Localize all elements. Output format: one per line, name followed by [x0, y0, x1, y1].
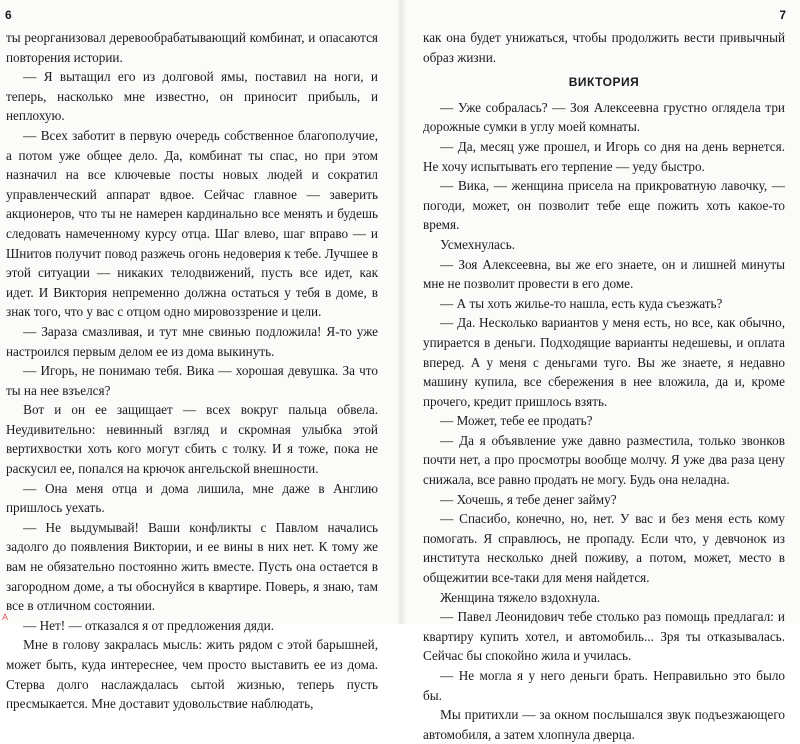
- paragraph: — Вика, — женщина присела на прикроватную лавочку, — погоди, может, он позволит тебе еще пожить хоть какое-то время.: [423, 178, 785, 233]
- paragraph: — Нет! — отказался я от предложения дяди.: [23, 617, 275, 633]
- paragraph: — Спасибо, конечно, но, нет. У вас и без меня есть кому помогать. Я справлюсь, не пропаду. Если что, у девчонок из института несколько дней поживу, а потом, может, место в общежитии все-таки для меня найдется.: [423, 511, 785, 586]
- paragraph: — Уже собралась? — Зоя Алексеевна грустно оглядела три дорожные сумки в углу моей комнаты.: [423, 99, 785, 135]
- paragraph: — Хочешь, я тебе денег займу?: [440, 491, 617, 507]
- paragraph: — Да я объявление уже давно разместила, только звонков почти нет, а про просмотры вообще молчу. Я уже два раза цену снижала, все равно продать не могу. Будь она неладна.: [423, 432, 785, 488]
- watermark: А: [2, 612, 9, 622]
- chapter-heading: ВИКТОРИЯ: [568, 75, 640, 90]
- right-page: [406, 0, 800, 742]
- paragraph: Мне в голову закралась мысль: жить рядом с этой барышней, может быть, куда интереснее, чем просто выставить ее из дома. Стерва долго наслаждалась сытой жизнью, теперь пусть пресмыкается. Мне доставит удовольствие наблюдать,: [6, 637, 378, 712]
- paragraph: — Не выдумывай! Ваши конфликты с Павлом начались задолго до появления Виктории, и ее вины в них нет. К тому же вам не обязательно постоянно жить вместе. Пусть она остается в загородном доме, а ты обоснуйся в квартире. Поверь, я знаю, там все в отличном состоянии.: [6, 519, 378, 614]
- paragraph: Мы притихли — за окном послышался звук подъезжающего автомобиля, а затем хлопнула дверца.: [423, 707, 785, 742]
- paragraph: Усмехнулась.: [440, 236, 516, 252]
- book-gutter: [398, 0, 406, 624]
- paragraph: — Она меня отца и дома лишила, мне даже в Англию пришлось уехать.: [6, 480, 378, 516]
- paragraph: ты реорганизовал деревообрабатывающий комбинат, и опасаются повторения истории.: [6, 30, 378, 65]
- paragraph: — Зараза смазливая, и тут мне свинью подложила! Я-то уже настроился первым делом ее из дома выкинуть.: [6, 323, 378, 359]
- paragraph: как она будет унижаться, чтобы продолжить вести привычный образ жизни.: [423, 30, 785, 65]
- left-page-text: [6, 28, 378, 714]
- paragraph: — Может, тебе ее продать?: [440, 413, 593, 429]
- paragraph: — Да, месяц уже прошел, и Игорь со дня на день вернется. Не хочу испытывать его терпение — уеду быстро.: [423, 138, 785, 174]
- paragraph: — А ты хоть жилье-то нашла, есть куда съезжать?: [440, 295, 723, 311]
- paragraph: — Игорь, не понимаю тебя. Вика — хорошая девушка. За что ты на нее взъелся?: [6, 363, 378, 398]
- right-page-text: [423, 28, 785, 744]
- page-number-left: 6: [5, 8, 12, 22]
- paragraph: — Я вытащил его из долговой ямы, поставил на ноги, и теперь, насколько мне известно, он приносит прибыль, и неплохую.: [6, 69, 378, 124]
- paragraph: Женщина тяжело вздохнула.: [440, 589, 601, 605]
- paragraph: — Да. Несколько вариантов у меня есть, но все, как обычно, упирается в деньги. Подходящие варианты недешевы, и оплата вперед. А у меня с деньгами туго. Вы же знаете, я недавно машину купила, все сбережения в нее вложила, да и, кроме прочего, кредит пришлось взять.: [423, 315, 785, 409]
- paragraph: Вот и он ее защищает — всех вокруг пальца обвела. Неудивительно: невинный взгляд и скромная улыбка этой вертихвостки хоть кого могут сбить с толку. И я тоже, пока не раскусил ее, попался на крючок ангельской внешности.: [6, 402, 378, 477]
- paragraph: — Зоя Алексеевна, вы же его знаете, он и лишней минуты мне не позволит провести в его доме.: [423, 256, 785, 292]
- paragraph: — Всех заботит в первую очередь собственное благополучие, а потом уже общее дело. Да, комбинат ты спас, но при этом назначил на все ключевые посты новых людей и сократил управленческий аппарат вдвое. Сейчас главное — заверить акционеров, что ты не намерен кардинально все менять и будешь следовать намеченному курсу отца. Шаг влево, шаг вправо — и Шнитов получит повод разжечь огонь недоверия к тебе. Лучшее в этой ситуации — никаких телодвижений, пусть все идет, как идет. И Виктория непременно должна остаться у тебя в доме, в знак того, что у вас с отцом одно мировоззрение и цели.: [6, 127, 378, 320]
- paragraph: — Не могла я у него деньги брать. Неправильно это было бы.: [423, 668, 785, 703]
- paragraph: — Павел Леонидович тебе столько раз помощь предлагал: и квартиру купить хотел, и автомобиль... Зря ты отказывалась. Сейчас бы спокойно жила и училась.: [423, 609, 785, 664]
- page-number-right: 7: [779, 8, 786, 22]
- left-page: [0, 0, 398, 712]
